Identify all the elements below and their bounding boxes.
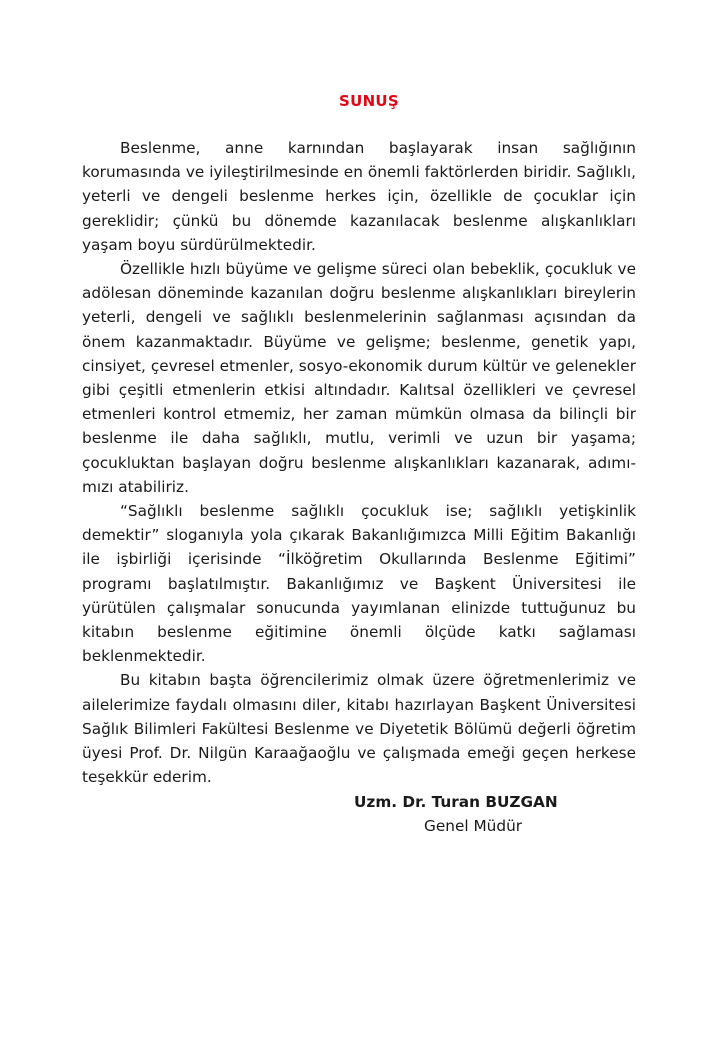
paragraph-1: Beslenme, anne karnından başlayarak insan sağlığının korumasında ve iyileştirilmesinde en önemli faktörlerden biridir. Sağlıklı, yeterli ve dengeli beslenme herkes için, özellikle de çocuklar için gereklidir; çünkü bu dönemde kazanılacak beslenme alışkanlıkları yaşam boyu sürdürülmektedir. xyxy=(82,139,636,254)
document-page xyxy=(82,92,636,838)
paragraph-2: Özellikle hızlı büyüme ve gelişme süreci olan bebeklik, çocukluk ve adölesan döneminde kazanılan doğru beslenme alışkanlıkları bireylerin yeterli, dengeli ve sağlıklı beslenmelerinin sağlanması açısından da önem kazanmaktadır. Büyüme ve gelişme; beslenme, genetik yapı, cinsiyet, çevresel etmenler, sosyo-ekonomik durum kültür ve gelenekler gibi çeşitli etmenlerin etkisi altındadır. Kalıtsal özellikleri ve çevresel etmenleri kontrol etmemiz, her zaman mümkün olmasa da bilinçli bir beslenme ile daha sağlıklı, mutlu, verimli ve uzun bir yaşama; çocukluktan başlayan doğru beslenme alışkanlıkları kazanarak, adımımızı atabiliriz. xyxy=(82,260,636,496)
signature-name: Uzm. Dr. Turan BUZGAN xyxy=(354,793,558,812)
signature-role: Genel Müdür xyxy=(424,817,523,836)
paragraph-4: Bu kitabın başta öğrencilerimiz olmak üzere öğretmenlerimiz ve ailelerimize faydalı olmasını diler, kitabı hazırlayan Başkent Üniversitesi Sağlık Bilimleri Fakültesi Beslenme ve Diyetetik Bölümü değerli öğretim üyesi Prof. Dr. Nilgün Karaağaoğlu ve çalışmada emeği geçen herkese teşekkür ederim. xyxy=(82,671,636,787)
document-title: SUNUŞ xyxy=(338,92,400,110)
paragraph-3: “Sağlıklı beslenme sağlıklı çocukluk ise; sağlıklı yetişkinlik demektir” sloganıyla yola çıkarak Bakanlığımızca Milli Eğitim Bakanlığı ile işbirliği içerisinde “İlköğretim Okullarında Beslenme Eğitimi” programı başlatılmıştır. Bakanlığımız ve Başkent Üniversitesi ile yürütülen çalışmalar sonucunda yayımlanan elinizde tuttuğunuz bu kitabın beslenme eğitimine önemli ölçüde katkı sağlaması beklenmektedir. xyxy=(82,502,636,666)
signature-block xyxy=(82,790,636,838)
